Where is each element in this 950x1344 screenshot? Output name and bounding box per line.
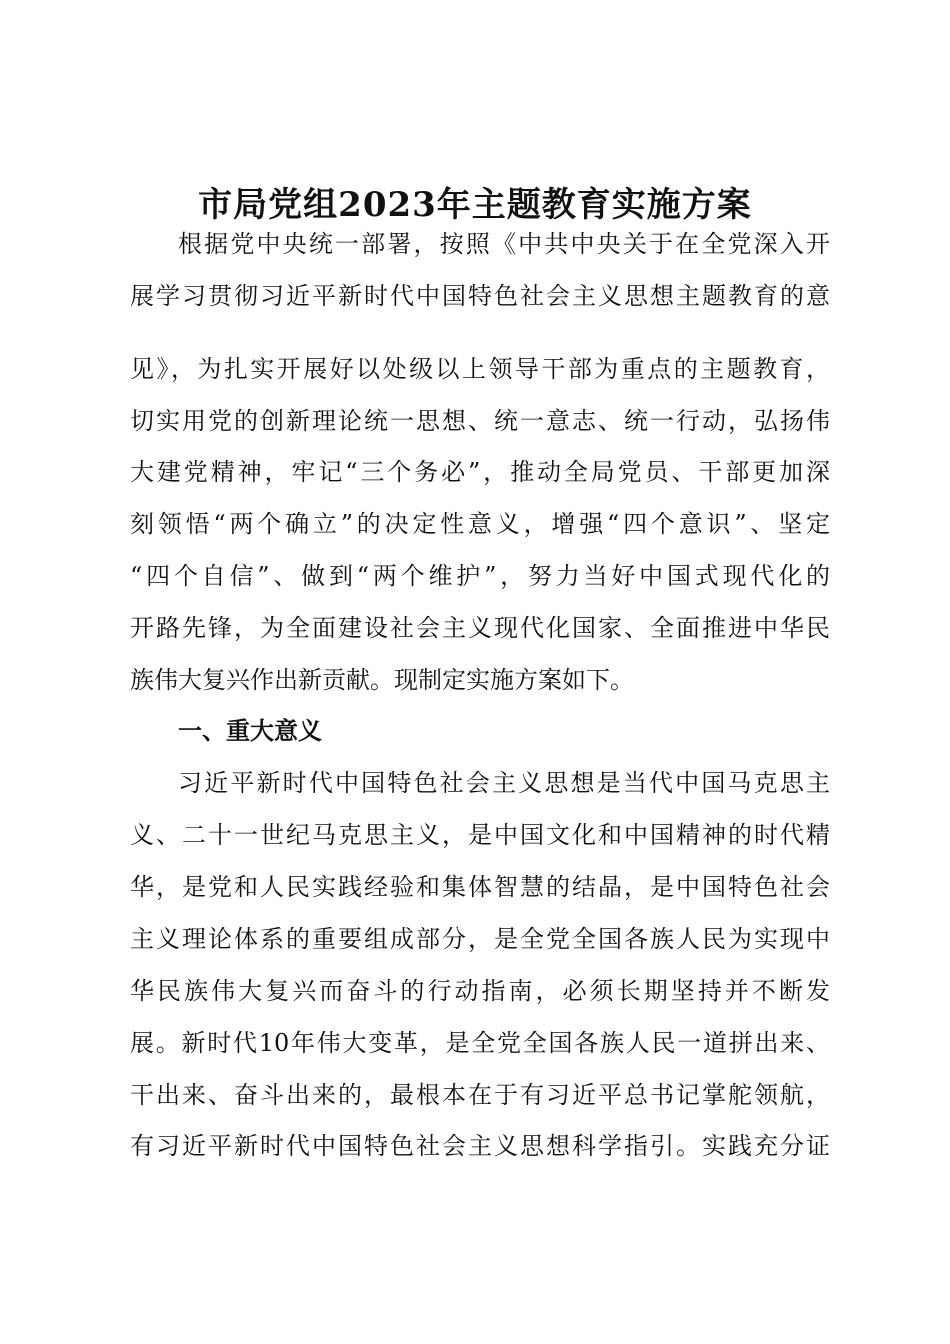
intro-line-2: 展学习贯彻习近平新时代中国特色社会主义思想主题教育的意	[130, 282, 830, 310]
intro-line-8: 开路先锋，为全面建设社会主义现代化国家、全面推进中华民	[130, 614, 830, 642]
section1-line-5: 华民族伟大复兴而奋斗的行动指南，必须长期坚持并不断发	[130, 977, 830, 1005]
section1-line-2: 义、二十一世纪马克思主义，是中国文化和中国精神的时代精	[130, 821, 830, 849]
intro-line-3: 见》，为扎实开展好以处级以上领导干部为重点的主题教育，	[130, 355, 830, 383]
intro-line-5: 大建党精神，牢记“三个务必”，推动全局党员、干部更加深	[130, 458, 830, 486]
section-heading-significance: 一、重大意义	[178, 717, 322, 745]
section1-line-7: 干出来、奋斗出来的，最根本在于有习近平总书记掌舵领航，	[130, 1081, 830, 1109]
intro-line-7: “四个自信”、做到“两个维护”，努力当好中国式现代化的	[130, 562, 830, 590]
section1-line-4: 主义理论体系的重要组成部分，是全党全国各族人民为实现中	[130, 925, 830, 953]
section1-line-8: 有习近平新时代中国特色社会主义思想科学指引。实践充分证	[130, 1132, 830, 1160]
intro-line-6: 刻领悟“两个确立”的决定性意义，增强“四个意识”、坚定	[130, 510, 830, 538]
section1-line-1: 习近平新时代中国特色社会主义思想是当代中国马克思主	[178, 769, 830, 797]
intro-line-4: 切实用党的创新理论统一思想、统一意志、统一行动，弘扬伟	[130, 407, 830, 435]
section1-line-6: 展。新时代10年伟大变革，是全党全国各族人民一道拼出来、	[130, 1029, 830, 1057]
intro-line-9: 族伟大复兴作出新贡献。现制定实施方案如下。	[130, 666, 634, 694]
intro-line-1: 根据党中央统一部署，按照《中共中央关于在全党深入开	[178, 230, 830, 258]
document-title: 市局党组2023年主题教育实施方案	[198, 185, 752, 225]
section1-line-3: 华，是党和人民实践经验和集体智慧的结晶，是中国特色社会	[130, 873, 830, 901]
